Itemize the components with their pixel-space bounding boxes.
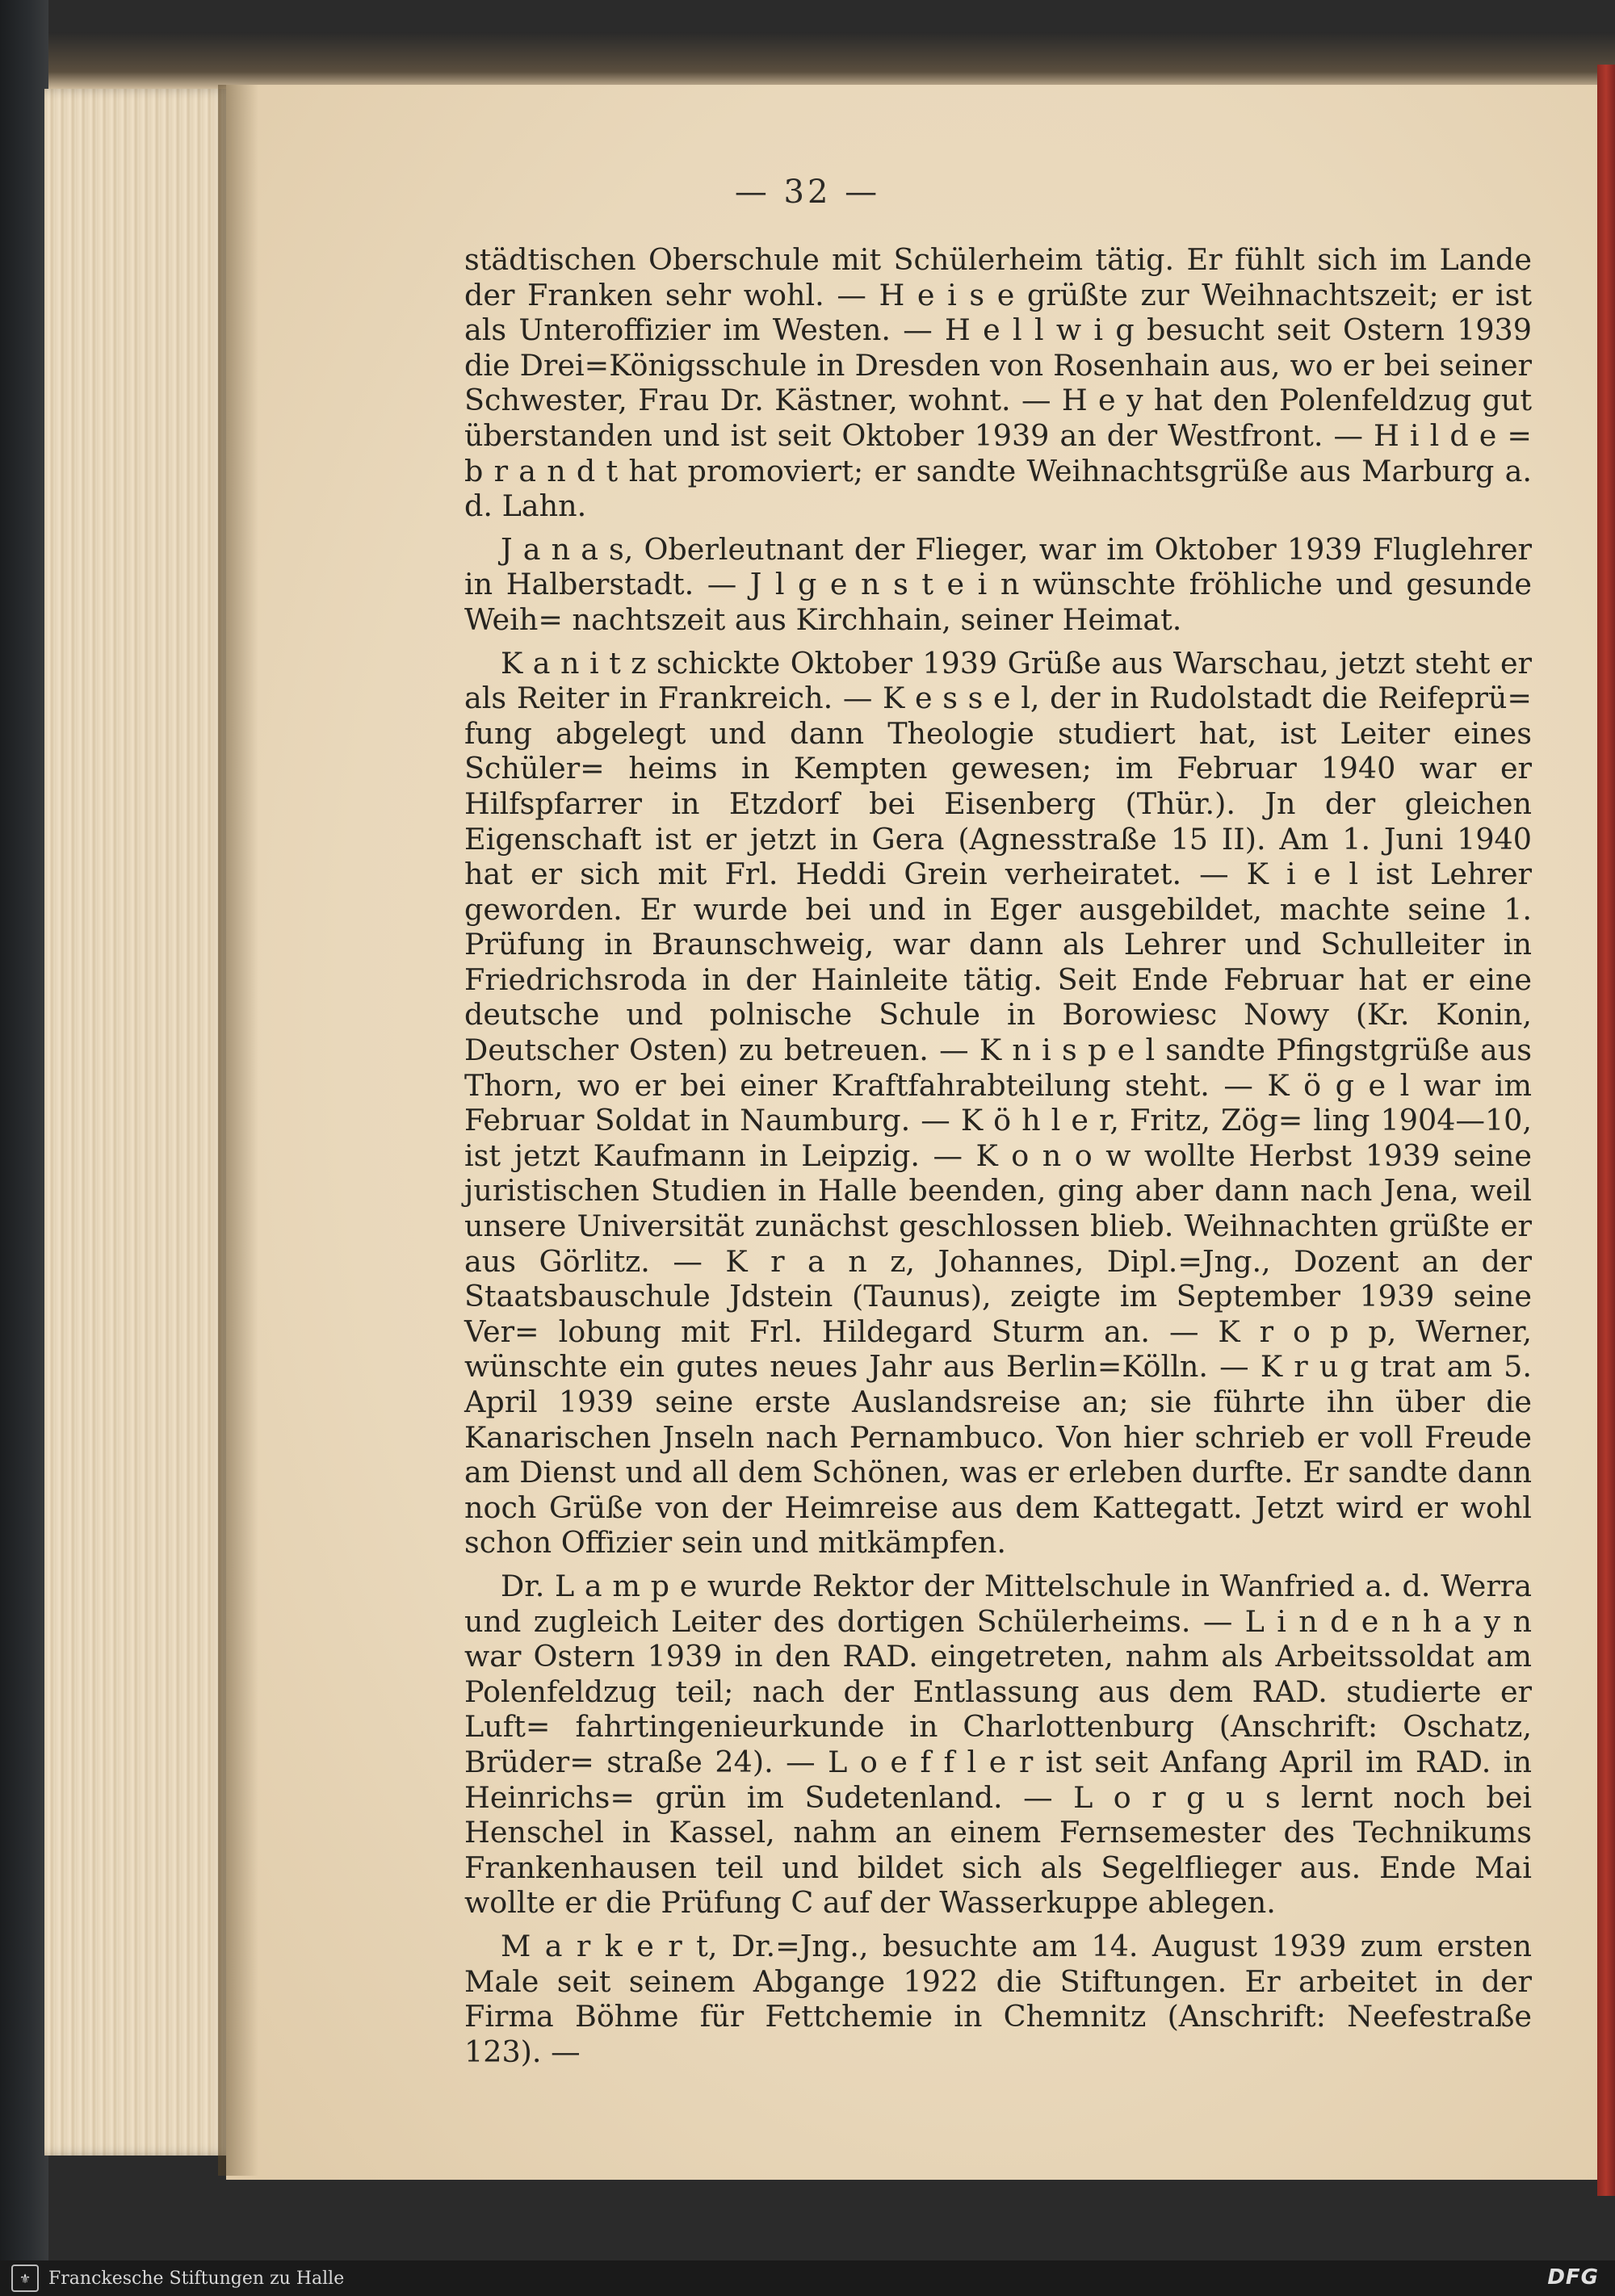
paragraph: städtischen Oberschule mit Schülerheim tätig. Er fühlt sich im Lande der Franken sehr wohl. — H e i s e grüßte zur Weihnachtszeit; er ist als Unteroffizier im Westen. — H e l l w i g besucht seit Ostern 1939 die Drei=Königsschule in Dresden von Rosenhain aus, wo er bei seiner Schwester, Frau Dr. Kästner, wohnt. — H e y hat den Polenfeldzug gut überstanden und ist seit Oktober 1939 an der Westfront. — H i l d e = b r a n d t hat promoviert; er sandte Weihnachtsgrüße aus Marburg a. d. Lahn. xyxy=(464,242,1532,524)
top-edge xyxy=(48,32,1615,89)
page-stack xyxy=(44,89,230,2156)
dfg-logo: DFG xyxy=(1547,2265,1599,2290)
red-page-edge xyxy=(1597,65,1615,2196)
paragraph: Dr. L a m p e wurde Rektor der Mittelschule in Wanfried a. d. Werra und zugleich Leiter des dortigen Schülerheims. — L i n d e n h a y n war Ostern 1939 in den RAD. eingetreten, nahm als Arbeitssoldat am Polenfeldzug teil; nach der Entlassung aus dem RAD. studierte er Luft= fahrtingenieurkunde in Charlottenburg (Anschrift: Oschatz, Brüder= straße 24). — L o e f f l e r ist seit Anfang April im RAD. in Heinrichs= grün im Sudetenland. — L o r g u s lernt noch bei Henschel in Kassel, nahm an einem Fernsemester des Technikums Frankenhausen teil und bildet sich als Segelflieger aus. Ende Mai wollte er die Prüfung C auf der Wasserkuppe ablegen. xyxy=(464,1568,1532,1921)
page-number: — 32 — xyxy=(734,174,881,211)
institution-logo-icon: ⚜ xyxy=(11,2265,39,2292)
paragraph: K a n i t z schickte Oktober 1939 Grüße aus Warschau, jetzt steht er als Reiter in Frankreich. — K e s s e l, der in Rudolstadt die Reifeprü= fung abgelegt und dann Theologie studiert hat, ist Leiter eines Schüler= heims in Kempten gewesen; im Februar 1940 war er Hilfspfarrer in Etzdorf bei Eisenberg (Thür.). Jn der gleichen Eigenschaft ist er jetzt in Gera (Agnesstraße 15 II). Am 1. Juni 1940 hat er sich mit Frl. Heddi Grein verheiratet. — K i e l ist Lehrer geworden. Er wurde bei und in Eger ausgebildet, machte seine 1. Prüfung in Braunschweig, war dann als Lehrer und Schulleiter in Friedrichsroda in der Hainleite tätig. Seit Ende Februar hat er eine deutsche und polnische Schule in Borowiesc Nowy (Kr. Konin, Deutscher Osten) zu betreuen. — K n i s p e l sandte Pfingstgrüße aus Thorn, wo er bei einer Kraftfahrabteilung steht. — K ö g e l war im Februar Soldat in Naumburg. — K ö h l e r, Fritz, Zög= ling 1904—10, ist jetzt Kaufmann in Leipzig. — K o n o w wollte Herbst 1939 seine juristischen Studien in Halle beenden, ging aber dann nach Jena, weil unsere Universität zunächst geschlossen blieb. Weihnachten grüßte er aus Görlitz. — K r a n z, Johannes, Dipl.=Jng., Dozent an der Staatsbauschule Jdstein (Taunus), zeigte im September 1939 seine Ver= lobung mit Frl. Hildegard Sturm an. — K r o p p, Werner, wünschte ein gutes neues Jahr aus Berlin=Kölln. — K r u g trat am 5. April 1939 seine erste Auslandsreise an; sie führte ihn über die Kanarischen Jnseln nach Pernambuco. Von hier schrieb er voll Freude am Dienst und all dem Schönen, was er erleben durfte. Er sandte dann noch Grüße von der Heimreise aus dem Kattegatt. Jetzt wird er wohl schon Offizier sein und mitkämpfen. xyxy=(464,645,1532,1561)
institution-name: Franckesche Stiftungen zu Halle xyxy=(48,2268,345,2289)
book-cover xyxy=(0,0,48,2260)
footer-bar xyxy=(0,2260,1615,2296)
paragraph: M a r k e r t, Dr.=Jng., besuchte am 14. August 1939 zum ersten Male seit seinem Abgange 1922 die Stiftungen. Er arbeitet in der Firma Böhme für Fettchemie in Chemnitz (Anschrift: Neefestraße 123). — xyxy=(464,1928,1532,2069)
paragraph: J a n a s, Oberleutnant der Flieger, war im Oktober 1939 Fluglehrer in Halberstadt. — J l g e n s t e i n wünschte fröhliche und gesunde Weih= nachtszeit aus Kirchhain, seiner Heimat. xyxy=(464,531,1532,637)
body-text xyxy=(464,242,1532,2077)
spine-shadow xyxy=(218,85,258,2176)
